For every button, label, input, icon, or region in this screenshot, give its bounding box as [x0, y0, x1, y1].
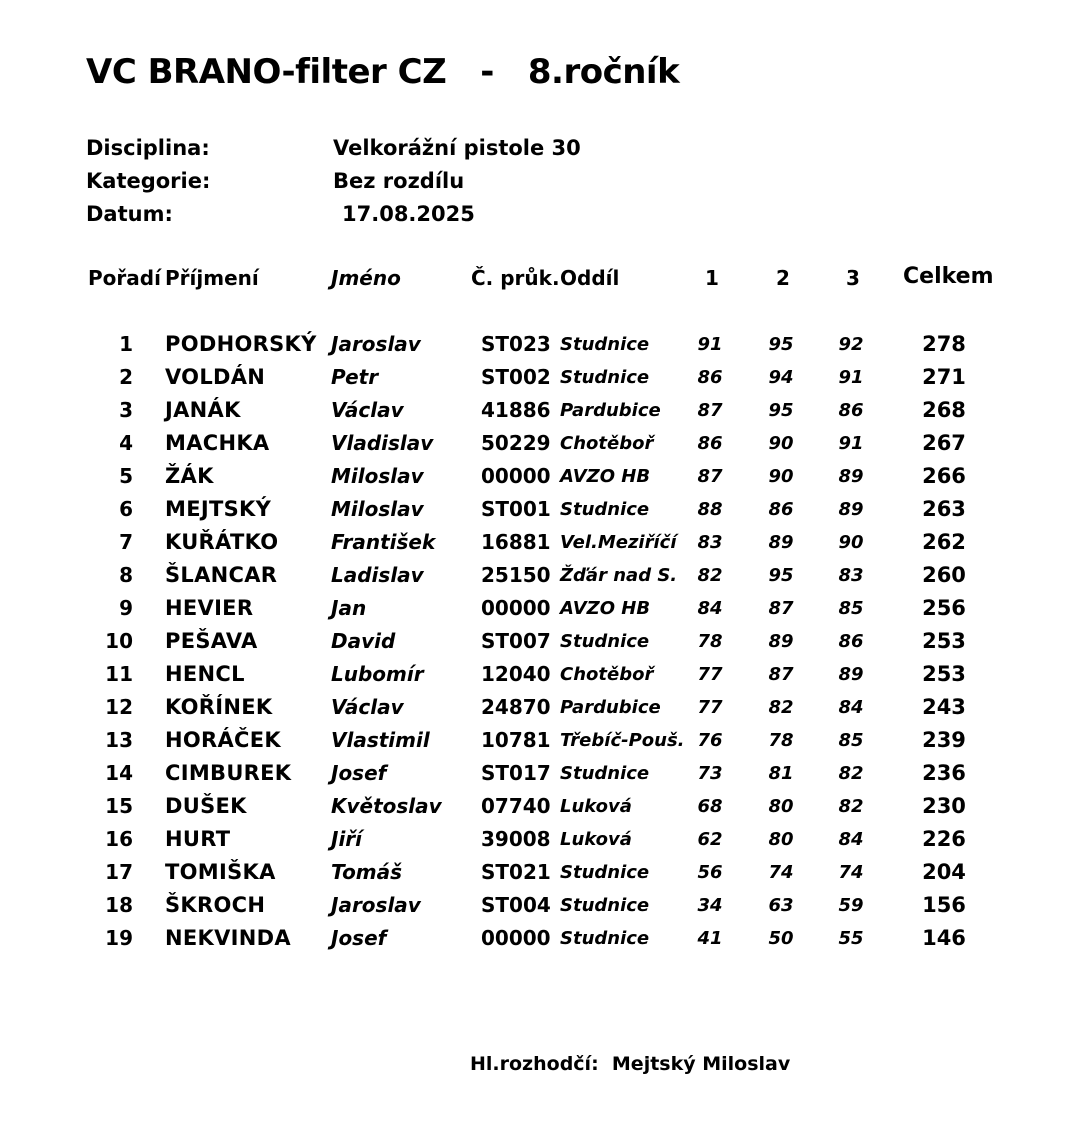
row-surname: HURT — [165, 827, 231, 851]
row-first-name: Ladislav — [331, 563, 424, 587]
row-series-2: 90 — [768, 433, 794, 454]
row-surname: ŠKROCH — [165, 893, 266, 917]
row-card-number: ST021 — [481, 860, 551, 884]
row-card-number: 00000 — [481, 926, 551, 950]
row-first-name: Josef — [331, 761, 387, 785]
table-row — [0, 856, 1080, 889]
row-total: 268 — [922, 398, 966, 422]
row-first-name: Květoslav — [331, 794, 442, 818]
row-series-3: 74 — [838, 862, 864, 883]
row-rank: 3 — [119, 398, 133, 422]
row-club: Žďár nad S. — [560, 565, 678, 586]
row-series-1: 77 — [697, 664, 723, 685]
row-rank: 7 — [119, 530, 133, 554]
row-series-1: 56 — [697, 862, 723, 883]
row-total: 262 — [922, 530, 966, 554]
document-title: VC BRANO-filter CZ - 8.ročník — [86, 52, 680, 92]
row-series-3: 91 — [838, 433, 864, 454]
table-row — [0, 823, 1080, 856]
row-surname: HEVIER — [165, 596, 254, 620]
row-total: 253 — [922, 629, 966, 653]
row-total: 230 — [922, 794, 966, 818]
row-club: AVZO HB — [560, 598, 651, 619]
row-total: 256 — [922, 596, 966, 620]
row-surname: VOLDÁN — [165, 365, 266, 389]
row-series-2: 87 — [768, 664, 794, 685]
row-surname: KOŘÍNEK — [165, 695, 273, 719]
row-series-2: 87 — [768, 598, 794, 619]
table-row — [0, 922, 1080, 955]
table-row — [0, 790, 1080, 823]
row-surname: HENCL — [165, 662, 245, 686]
row-club: Studnice — [560, 631, 650, 652]
row-total: 271 — [922, 365, 966, 389]
row-card-number: 10781 — [481, 728, 551, 752]
row-rank: 18 — [105, 893, 133, 917]
row-surname: MEJTSKÝ — [165, 497, 272, 521]
header-card: Č. průk. — [471, 266, 560, 290]
row-total: 260 — [922, 563, 966, 587]
row-total: 267 — [922, 431, 966, 455]
row-rank: 16 — [105, 827, 133, 851]
row-total: 243 — [922, 695, 966, 719]
row-first-name: Josef — [331, 926, 387, 950]
row-card-number: 12040 — [481, 662, 551, 686]
header-series-1: 1 — [705, 266, 719, 290]
row-series-3: 59 — [838, 895, 864, 916]
row-series-1: 82 — [697, 565, 723, 586]
row-rank: 4 — [119, 431, 133, 455]
row-club: Luková — [560, 796, 632, 817]
row-series-1: 84 — [697, 598, 723, 619]
row-total: 146 — [922, 926, 966, 950]
row-rank: 9 — [119, 596, 133, 620]
header-club: Oddíl — [560, 266, 620, 290]
row-surname: CIMBUREK — [165, 761, 292, 785]
row-series-2: 95 — [768, 400, 794, 421]
row-series-1: 83 — [697, 532, 723, 553]
row-surname: PODHORSKÝ — [165, 332, 317, 356]
table-row — [0, 724, 1080, 757]
header-rank: Pořadí — [88, 266, 161, 290]
chief-referee: Hl.rozhodčí: Mejtský Miloslav — [470, 1053, 791, 1075]
header-name: Jméno — [331, 266, 401, 290]
row-series-2: 82 — [768, 697, 794, 718]
row-series-2: 78 — [768, 730, 794, 751]
row-series-2: 86 — [768, 499, 794, 520]
row-rank: 8 — [119, 563, 133, 587]
row-club: Třebíč-Pouš. — [560, 730, 685, 751]
row-rank: 17 — [105, 860, 133, 884]
row-series-3: 83 — [838, 565, 864, 586]
row-series-2: 89 — [768, 532, 794, 553]
row-first-name: David — [331, 629, 396, 653]
row-club: Chotěboř — [560, 433, 654, 454]
row-series-2: 80 — [768, 796, 794, 817]
row-total: 266 — [922, 464, 966, 488]
row-club: Studnice — [560, 334, 650, 355]
row-series-1: 91 — [697, 334, 723, 355]
table-row — [0, 427, 1080, 460]
row-series-2: 94 — [768, 367, 794, 388]
row-club: Studnice — [560, 499, 650, 520]
row-series-1: 62 — [697, 829, 723, 850]
row-series-3: 55 — [838, 928, 864, 949]
row-first-name: Miloslav — [331, 464, 424, 488]
row-rank: 15 — [105, 794, 133, 818]
header-total: Celkem — [903, 264, 994, 289]
row-series-1: 86 — [697, 433, 723, 454]
row-series-2: 74 — [768, 862, 794, 883]
row-series-1: 87 — [697, 466, 723, 487]
row-series-2: 63 — [768, 895, 794, 916]
row-surname: NEKVINDA — [165, 926, 291, 950]
row-surname: JANÁK — [165, 398, 241, 422]
row-card-number: ST017 — [481, 761, 551, 785]
row-series-1: 68 — [697, 796, 723, 817]
row-series-3: 86 — [838, 631, 864, 652]
row-series-3: 84 — [838, 697, 864, 718]
row-series-3: 91 — [838, 367, 864, 388]
row-surname: DUŠEK — [165, 794, 247, 818]
row-card-number: 24870 — [481, 695, 551, 719]
table-row — [0, 757, 1080, 790]
row-total: 253 — [922, 662, 966, 686]
row-rank: 13 — [105, 728, 133, 752]
row-series-3: 92 — [838, 334, 864, 355]
row-rank: 12 — [105, 695, 133, 719]
row-card-number: 00000 — [481, 464, 551, 488]
row-series-2: 89 — [768, 631, 794, 652]
row-total: 204 — [922, 860, 966, 884]
datum-label: Datum: — [86, 202, 173, 226]
row-card-number: 25150 — [481, 563, 551, 587]
row-rank: 11 — [105, 662, 133, 686]
row-card-number: 00000 — [481, 596, 551, 620]
row-club: Studnice — [560, 367, 650, 388]
row-series-2: 81 — [768, 763, 794, 784]
row-series-1: 76 — [697, 730, 723, 751]
row-series-3: 82 — [838, 796, 864, 817]
row-club: Pardubice — [560, 400, 661, 421]
row-first-name: Jaroslav — [331, 332, 421, 356]
table-row — [0, 526, 1080, 559]
row-series-1: 34 — [697, 895, 723, 916]
row-card-number: ST023 — [481, 332, 551, 356]
row-total: 156 — [922, 893, 966, 917]
header-series-2: 2 — [776, 266, 790, 290]
kategorie-label: Kategorie: — [86, 169, 211, 193]
row-series-2: 95 — [768, 565, 794, 586]
row-first-name: Jaroslav — [331, 893, 421, 917]
row-club: Studnice — [560, 928, 650, 949]
row-series-3: 89 — [838, 664, 864, 685]
row-card-number: 39008 — [481, 827, 551, 851]
row-series-2: 90 — [768, 466, 794, 487]
row-total: 236 — [922, 761, 966, 785]
datum-value: 17.08.2025 — [342, 202, 475, 226]
table-row — [0, 361, 1080, 394]
row-series-3: 89 — [838, 499, 864, 520]
row-club: Studnice — [560, 862, 650, 883]
row-surname: HORÁČEK — [165, 728, 281, 752]
row-series-3: 84 — [838, 829, 864, 850]
row-club: Chotěboř — [560, 664, 654, 685]
row-surname: ŽÁK — [165, 464, 214, 488]
header-surname: Příjmení — [165, 266, 259, 290]
row-club: AVZO HB — [560, 466, 651, 487]
row-surname: MACHKA — [165, 431, 270, 455]
table-row — [0, 658, 1080, 691]
row-rank: 5 — [119, 464, 133, 488]
row-series-1: 73 — [697, 763, 723, 784]
row-series-3: 85 — [838, 598, 864, 619]
row-card-number: ST002 — [481, 365, 551, 389]
row-card-number: ST001 — [481, 497, 551, 521]
disciplina-label: Disciplina: — [86, 136, 210, 160]
row-card-number: 16881 — [481, 530, 551, 554]
row-rank: 14 — [105, 761, 133, 785]
row-club: Studnice — [560, 763, 650, 784]
row-card-number: 41886 — [481, 398, 551, 422]
row-first-name: Vladislav — [331, 431, 434, 455]
row-total: 239 — [922, 728, 966, 752]
kategorie-value: Bez rozdílu — [333, 169, 465, 193]
row-card-number: 50229 — [481, 431, 551, 455]
row-surname: ŠLANCAR — [165, 563, 278, 587]
row-rank: 2 — [119, 365, 133, 389]
row-rank: 6 — [119, 497, 133, 521]
row-series-2: 95 — [768, 334, 794, 355]
row-rank: 1 — [119, 332, 133, 356]
row-series-3: 82 — [838, 763, 864, 784]
table-row — [0, 559, 1080, 592]
row-rank: 19 — [105, 926, 133, 950]
row-first-name: Jiří — [331, 827, 363, 851]
row-club: Studnice — [560, 895, 650, 916]
row-first-name: Lubomír — [331, 662, 424, 686]
row-series-1: 88 — [697, 499, 723, 520]
row-first-name: Václav — [331, 695, 404, 719]
row-series-1: 86 — [697, 367, 723, 388]
row-card-number: ST007 — [481, 629, 551, 653]
table-row — [0, 625, 1080, 658]
table-row — [0, 460, 1080, 493]
row-first-name: Miloslav — [331, 497, 424, 521]
table-row — [0, 328, 1080, 361]
header-series-3: 3 — [846, 266, 860, 290]
row-series-2: 50 — [768, 928, 794, 949]
row-first-name: Tomáš — [331, 860, 403, 884]
table-row — [0, 592, 1080, 625]
row-club: Pardubice — [560, 697, 661, 718]
row-series-1: 87 — [697, 400, 723, 421]
row-club: Vel.Meziříčí — [560, 532, 677, 553]
row-series-3: 85 — [838, 730, 864, 751]
row-series-3: 90 — [838, 532, 864, 553]
row-surname: KUŘÁTKO — [165, 530, 279, 554]
row-first-name: Vlastimil — [331, 728, 430, 752]
row-total: 263 — [922, 497, 966, 521]
row-club: Luková — [560, 829, 632, 850]
row-card-number: 07740 — [481, 794, 551, 818]
disciplina-value: Velkorážní pistole 30 — [333, 136, 581, 160]
row-first-name: František — [331, 530, 436, 554]
row-first-name: Václav — [331, 398, 404, 422]
row-total: 278 — [922, 332, 966, 356]
table-row — [0, 889, 1080, 922]
row-series-1: 77 — [697, 697, 723, 718]
row-surname: TOMIŠKA — [165, 860, 276, 884]
row-surname: PEŠAVA — [165, 629, 258, 653]
row-series-3: 89 — [838, 466, 864, 487]
row-total: 226 — [922, 827, 966, 851]
row-card-number: ST004 — [481, 893, 551, 917]
row-series-1: 78 — [697, 631, 723, 652]
row-first-name: Jan — [331, 596, 367, 620]
table-row — [0, 691, 1080, 724]
table-row — [0, 394, 1080, 427]
table-row — [0, 493, 1080, 526]
row-rank: 10 — [105, 629, 133, 653]
row-series-3: 86 — [838, 400, 864, 421]
row-first-name: Petr — [331, 365, 379, 389]
row-series-1: 41 — [697, 928, 723, 949]
row-series-2: 80 — [768, 829, 794, 850]
